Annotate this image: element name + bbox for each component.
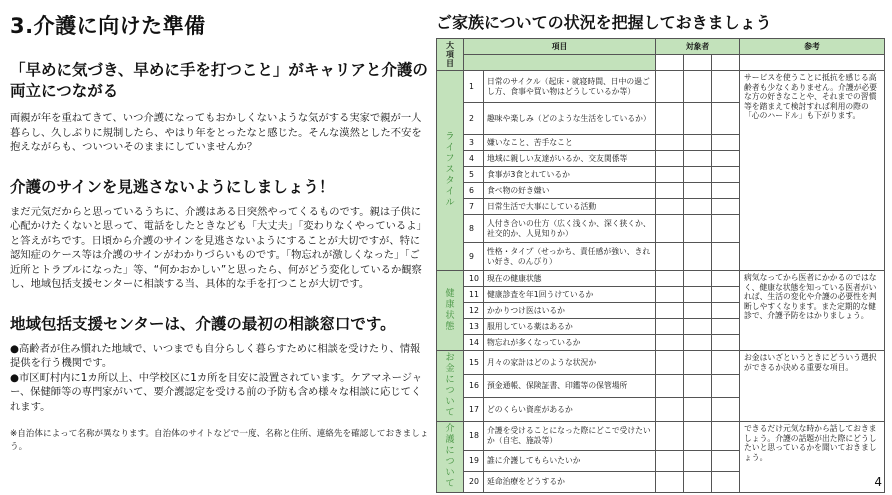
table-row bbox=[437, 71, 885, 103]
target-checkbox-cell[interactable] bbox=[684, 319, 712, 335]
target-checkbox-cell[interactable] bbox=[684, 374, 712, 398]
target-checkbox-cell[interactable] bbox=[712, 287, 740, 303]
target-checkbox-cell[interactable] bbox=[656, 451, 684, 472]
row-item: 預金通帳、保険証書、印鑑等の保管場所 bbox=[484, 374, 656, 398]
target-checkbox-cell[interactable] bbox=[712, 135, 740, 151]
target-checkbox-cell[interactable] bbox=[684, 351, 712, 375]
target-checkbox-cell[interactable] bbox=[656, 243, 684, 271]
target-checkbox-cell[interactable] bbox=[712, 167, 740, 183]
row-item: 食事が3食とれているか bbox=[484, 167, 656, 183]
reference-note: お金はいざというときにどういう選択ができるか決める重要な項目。 bbox=[740, 351, 885, 422]
target-checkbox-cell[interactable] bbox=[656, 319, 684, 335]
row-item: 物忘れが多くなっているか bbox=[484, 335, 656, 351]
target-checkbox-cell[interactable] bbox=[684, 103, 712, 135]
target-checkbox-cell[interactable] bbox=[684, 335, 712, 351]
row-number: 12 bbox=[464, 303, 484, 319]
row-number: 4 bbox=[464, 151, 484, 167]
family-status-table bbox=[436, 38, 885, 493]
target-checkbox-cell[interactable] bbox=[656, 151, 684, 167]
subheader-reference-cell bbox=[740, 55, 885, 71]
target-checkbox-cell[interactable] bbox=[656, 287, 684, 303]
target-checkbox-cell[interactable] bbox=[656, 103, 684, 135]
row-item: 延命治療をどうするか bbox=[484, 472, 656, 493]
category-cell bbox=[437, 271, 464, 351]
target-checkbox-cell[interactable] bbox=[684, 167, 712, 183]
header-reference: 参考 bbox=[740, 39, 885, 55]
reference-note: 病気なってから医者にかかるのではなく、健康な状態を知っている医者がいれば、生活の変化や介護の必要性を判断しやすくなります。また定期的な健診で、介護予防をはかりましょう。 bbox=[740, 271, 885, 351]
header-target: 対象者 bbox=[656, 39, 740, 55]
row-item: 現在の健康状態 bbox=[484, 271, 656, 287]
target-checkbox-cell[interactable] bbox=[712, 199, 740, 215]
category-cell bbox=[437, 422, 464, 493]
target-checkbox-cell[interactable] bbox=[712, 151, 740, 167]
category-label: 健康状態 bbox=[445, 288, 455, 332]
row-number: 15 bbox=[464, 351, 484, 375]
row-number: 10 bbox=[464, 271, 484, 287]
target-col-2 bbox=[684, 55, 712, 71]
reference-note: サービスを使うことに抵抗を感じる高齢者も少なくありません。介護が必要な方の好きなことや、それまでの習慣等を踏まえて検討すれば利用の際の「心のハードル」も下がります。 bbox=[740, 71, 885, 271]
target-col-3 bbox=[712, 55, 740, 71]
row-item: 服用している薬はあるか bbox=[484, 319, 656, 335]
footnote: ※自治体によって名称が異なります。自治体のサイトなどで一度、名称と住所、連絡先を確認しておきましょう。 bbox=[10, 429, 429, 452]
row-item: 嫌いなこと、苦手なこと bbox=[484, 135, 656, 151]
target-checkbox-cell[interactable] bbox=[656, 374, 684, 398]
target-checkbox-cell[interactable] bbox=[712, 374, 740, 398]
row-number: 20 bbox=[464, 472, 484, 493]
row-number: 9 bbox=[464, 243, 484, 271]
target-checkbox-cell[interactable] bbox=[656, 303, 684, 319]
target-checkbox-cell[interactable] bbox=[684, 71, 712, 103]
center-bullet-2: ●市区町村内に1カ所以上、中学校区に1カ所を目安に設置されています。ケアマネージャー、保健師等の専門家がいて、要介護認定を受ける前の予防も含め様々な相談に応じてくれます。 bbox=[10, 371, 423, 413]
row-number: 14 bbox=[464, 335, 484, 351]
row-number: 8 bbox=[464, 215, 484, 243]
target-checkbox-cell[interactable] bbox=[712, 398, 740, 422]
target-checkbox-cell[interactable] bbox=[684, 215, 712, 243]
table-header-row bbox=[437, 39, 885, 55]
row-number: 5 bbox=[464, 167, 484, 183]
target-checkbox-cell[interactable] bbox=[712, 422, 740, 451]
target-checkbox-cell[interactable] bbox=[656, 71, 684, 103]
row-item: 人付き合いの仕方（広く浅くか、深く狭くか、社交的か、人見知りか） bbox=[484, 215, 656, 243]
table-title: ご家族についての状況を把握しておきましょう bbox=[436, 13, 772, 32]
right-column bbox=[436, 10, 884, 493]
row-number: 13 bbox=[464, 319, 484, 335]
subheading: 「早めに気づき、早めに手を打つこと」がキャリアと介護の両立につながる bbox=[10, 61, 428, 100]
target-checkbox-cell[interactable] bbox=[712, 183, 740, 199]
row-item: 月々の家計はどのような状況か bbox=[484, 351, 656, 375]
table-subheader-row bbox=[437, 55, 885, 71]
row-item: 日常生活で大事にしている活動 bbox=[484, 199, 656, 215]
target-checkbox-cell[interactable] bbox=[684, 271, 712, 287]
target-checkbox-cell[interactable] bbox=[684, 422, 712, 451]
target-checkbox-cell[interactable] bbox=[684, 303, 712, 319]
intro-paragraph: 両親が年を重ねてきて、いつ介護になってもおかしくないような気がする実家で親が一人暮らし、久しぶりに規制したら、やはり年をとったなと感じた。そんな漠然とした不安を抱えながらも、ついついそのままにしていませんか？ bbox=[10, 112, 422, 153]
reference-note: できるだけ元気な時から話しておきましょう。介護の話題が出た際にどうしたいと思っているかを聞いておきましょう。 bbox=[740, 422, 885, 493]
target-checkbox-cell[interactable] bbox=[684, 398, 712, 422]
row-number: 7 bbox=[464, 199, 484, 215]
target-checkbox-cell[interactable] bbox=[656, 135, 684, 151]
row-item: 地域に親しい友達がいるか、交友関係等 bbox=[484, 151, 656, 167]
row-number: 1 bbox=[464, 71, 484, 103]
table-row bbox=[437, 422, 885, 451]
row-item: 性格・タイプ（せっかち、責任感が強い、きれい好き、のんびり） bbox=[484, 243, 656, 271]
row-item: 介護を受けることになった際にどこで受けたいか（自宅、施設等） bbox=[484, 422, 656, 451]
target-checkbox-cell[interactable] bbox=[684, 243, 712, 271]
target-col-1 bbox=[656, 55, 684, 71]
row-item: どのくらい資産があるか bbox=[484, 398, 656, 422]
target-checkbox-cell[interactable] bbox=[712, 303, 740, 319]
row-item: 食べ物の好き嫌い bbox=[484, 183, 656, 199]
target-checkbox-cell[interactable] bbox=[656, 183, 684, 199]
page-number: 4 bbox=[874, 475, 882, 489]
subheader-item-cell bbox=[464, 55, 656, 71]
target-checkbox-cell[interactable] bbox=[684, 135, 712, 151]
center-bullet-1: ●高齢者が住み慣れた地域で、いつまでも自分らしく暮らすために相談を受けたり、情報提供を行う機関です。 bbox=[10, 342, 421, 369]
category-cell bbox=[437, 351, 464, 422]
left-column bbox=[10, 10, 430, 453]
target-checkbox-cell[interactable] bbox=[712, 215, 740, 243]
row-item: かかりつけ医はいるか bbox=[484, 303, 656, 319]
category-label: お金について bbox=[445, 353, 455, 418]
target-checkbox-cell[interactable] bbox=[712, 71, 740, 103]
target-checkbox-cell[interactable] bbox=[656, 335, 684, 351]
page-title: 3.介護に向けた準備 bbox=[10, 14, 206, 38]
section-heading-center: 地域包括支援センターは、介護の最初の相談窓口です。 bbox=[10, 314, 396, 333]
row-number: 16 bbox=[464, 374, 484, 398]
row-number: 3 bbox=[464, 135, 484, 151]
target-checkbox-cell[interactable] bbox=[684, 287, 712, 303]
target-checkbox-cell[interactable] bbox=[684, 451, 712, 472]
signs-paragraph: まだ元気だからと思っているうちに、介護はある日突然やってくるものです。親は子供に心配かけたくないと思って、電話をしたときなども「大丈夫」「変わりなくやっているよ」と答えがちです。日頃から介護のサインを見逃さないようにすることが大切ですが、特に認知症のケース等は介護のサインがわかりづらいものです。「物忘れが激しくなった」「ご近所とトラブルになった」等、“何かおかしい”と思ったら、何がどう変化しているか観察し、地域包括支援センターに相談する当、具体的な手を打つことが大切です。 bbox=[10, 205, 427, 290]
section-heading-signs: 介護のサインを見逃さないようにしましょう！ bbox=[10, 177, 335, 196]
row-number: 6 bbox=[464, 183, 484, 199]
row-number: 17 bbox=[464, 398, 484, 422]
row-item: 誰に介護してもらいたいか bbox=[484, 451, 656, 472]
row-number: 11 bbox=[464, 287, 484, 303]
target-checkbox-cell[interactable] bbox=[712, 243, 740, 271]
target-checkbox-cell[interactable] bbox=[656, 215, 684, 243]
target-checkbox-cell[interactable] bbox=[656, 398, 684, 422]
header-category: 大項目 bbox=[437, 39, 464, 71]
target-checkbox-cell[interactable] bbox=[684, 151, 712, 167]
target-checkbox-cell[interactable] bbox=[656, 351, 684, 375]
table-row bbox=[437, 271, 885, 287]
header-item: 項目 bbox=[464, 39, 656, 55]
category-cell bbox=[437, 71, 464, 271]
target-checkbox-cell[interactable] bbox=[684, 183, 712, 199]
category-label: ライフスタイル bbox=[445, 132, 455, 208]
target-checkbox-cell[interactable] bbox=[656, 271, 684, 287]
target-checkbox-cell[interactable] bbox=[656, 472, 684, 493]
target-checkbox-cell[interactable] bbox=[712, 103, 740, 135]
category-label: 介護について bbox=[445, 424, 455, 489]
target-checkbox-cell[interactable] bbox=[684, 472, 712, 493]
target-checkbox-cell[interactable] bbox=[656, 199, 684, 215]
target-checkbox-cell[interactable] bbox=[684, 199, 712, 215]
row-number: 2 bbox=[464, 103, 484, 135]
target-checkbox-cell[interactable] bbox=[712, 351, 740, 375]
target-checkbox-cell[interactable] bbox=[712, 451, 740, 472]
row-item: 日常のサイクル（起床・就寝時間、日中の過ごし方、食事や買い物はどうしているか等） bbox=[484, 71, 656, 103]
row-item: 健康診査を年1回うけているか bbox=[484, 287, 656, 303]
target-checkbox-cell[interactable] bbox=[712, 319, 740, 335]
table-row bbox=[437, 351, 885, 375]
target-checkbox-cell[interactable] bbox=[712, 472, 740, 493]
target-checkbox-cell[interactable] bbox=[656, 422, 684, 451]
row-number: 19 bbox=[464, 451, 484, 472]
row-item: 趣味や楽しみ（どのような生活をしているか） bbox=[484, 103, 656, 135]
target-checkbox-cell[interactable] bbox=[656, 167, 684, 183]
row-number: 18 bbox=[464, 422, 484, 451]
target-checkbox-cell[interactable] bbox=[712, 271, 740, 287]
target-checkbox-cell[interactable] bbox=[712, 335, 740, 351]
